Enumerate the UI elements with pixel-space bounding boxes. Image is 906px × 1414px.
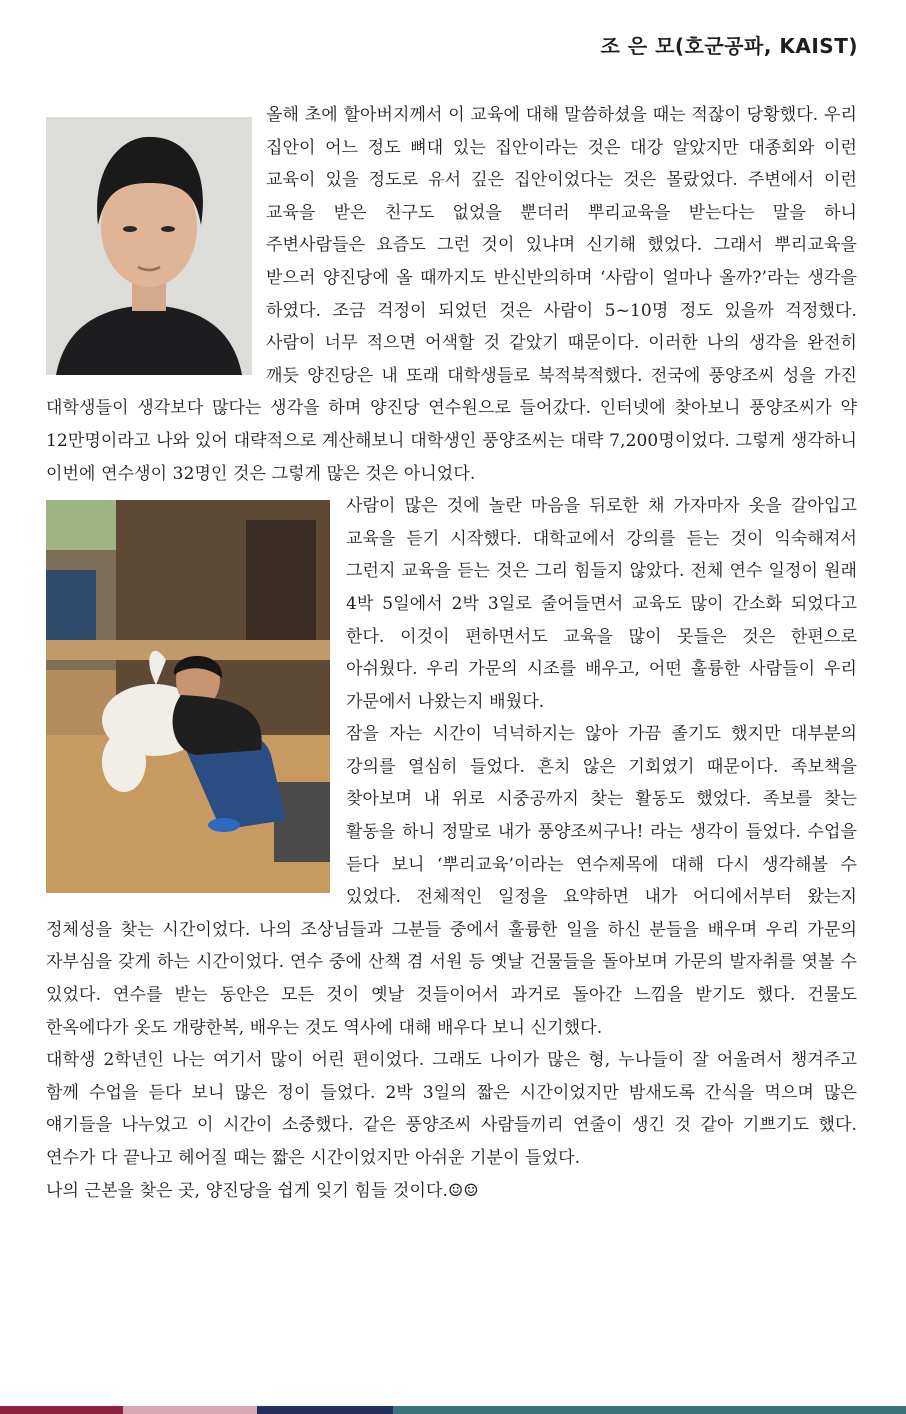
courtyard-photo [46, 500, 330, 893]
article-body [46, 99, 857, 1207]
paragraph-2: 사람이 많은 것에 놀란 마음을 뒤로한 채 가자마자 옷을 갈아입고 교육을 듣기 시작했다. 대학교에서 강의를 듣는 것이 익숙해져서 그런지 교육을 듣는 것은 그리 힘들지 않았다. 전체 연수 일정이 원래 4박 5일에서 2박 3일로 줄어들면서 교육도 많이 간소화 되었다고 한다. 이것이 편하면서도 교육을 많이 못들은 것은 한편으로 아쉬웠다. 우리 가문의 시조를 배우고, 어떤 훌륭한 사람들이 우리 가문에서 나왔는지 배웠다. [346, 496, 857, 712]
portrait-photo [46, 117, 252, 375]
bottom-color-bar [0, 1406, 906, 1414]
bar-segment-navy [257, 1406, 393, 1414]
paragraph-3: 잠을 자는 시간이 넉넉하지는 않아 가끔 졸기도 했지만 대부분의 강의를 열심히 들었다. 흔치 않은 기회였기 때문이다. 족보책을 찾아보며 내 위로 시중공까지 찾는 활동도 했었다. 족보를 찾는 활동을 하니 정말로 내가 풍양조씨구나! 라는 생각이 들었다. 수업을 듣다 보니 ‘뿌리교육’이라는 연수제목에 대해 다시 생각해볼 수 있었다. 전체적인 일정을 요약하면 내가 어디에서부터 왔는지 정체성을 찾는 시간이었다. 나의 조상님들과 그분들 중에서 훌륭한 일을 하신 분들을 배우며 우리 가문의 자부심을 갖게 하는 시간이었다. 연수 중에 산책 겸 서원 등 옛날 건물들을 돌아보며 가문의 발자취를 엿볼 수 있었다. 연수를 받는 동안은 모든 것이 옛날 것들이어서 과거로 돌아간 느낌을 받기도 했다. 건물도 한옥에다가 옷도 개량한복, 배우는 것도 역사에 대해 배우다 보니 신기했다. [46, 724, 857, 1038]
paragraph-1: 올해 초에 할아버지께서 이 교육에 대해 말씀하셨을 때는 적잖이 당황했다. 우리 집안이 어느 정도 뼈대 있는 집안이라는 것은 대강 알았지만 대종회와 이런 교육이 있을 정도로 유서 깊은 집안이었다는 것은 몰랐었다. 주변에서 이런 교육을 받은 친구도 없었을 뿐더러 뿌리교육을 받는다는 말을 하니 주변사람들은 요즘도 그런 것이 있냐며 신기해 했었다. 그래서 뿌리교육을 받으러 양진당에 올 때까지도 반신반의하며 ‘사람이 얼마나 올까?’라는 생각을 하였다. 조금 걱정이 되었던 것은 사람이 5~10명 정도 있을까 걱정했다. 사람이 너무 적으면 어색할 것 같았기 때문이다. 이러한 나의 생각을 완전히 깨듯 양진당은 내 또래 대학생들로 북적북적했다. 전국에 풍양조씨 성을 가진 대학생들이 생각보다 많다는 생각을 하며 양진당 연수원으로 들어갔다. 인터넷에 찾아보니 풍양조씨가 약 12만명이라고 나와 있어 대략적으로 계산해보니 대학생인 풍양조씨는 대략 7,200명이었다. 그렇게 생각하니 이번에 연수생이 32명인 것은 그렇게 많은 것은 아니었다. [46, 105, 857, 484]
bar-segment-teal [393, 1406, 906, 1414]
bar-segment-burgundy [0, 1406, 123, 1414]
author-heading: 조 은 모(호군공파, KAIST) [600, 34, 858, 58]
bar-segment-pink [123, 1406, 257, 1414]
paragraph-5: 나의 근본을 찾은 곳, 양진당을 쉽게 잊기 힘들 것이다.☺☺ [46, 1180, 479, 1201]
paragraph-4: 대학생 2학년인 나는 여기서 많이 어린 편이었다. 그래도 나이가 많은 형, 누나들이 잘 어울려서 챙겨주고 함께 수업을 듣다 보니 많은 정이 들었다. 2박 3일의 짧은 시간이었지만 밤새도록 간식을 먹으며 많은 얘기들을 나누었고 이 시간이 소중했다. 같은 풍양조씨 사람들끼리 연줄이 생긴 것 같아 기쁘기도 했다. 연수가 다 끝나고 헤어질 때는 짧은 시간이었지만 아쉬운 기분이 들었다. [46, 1050, 857, 1168]
